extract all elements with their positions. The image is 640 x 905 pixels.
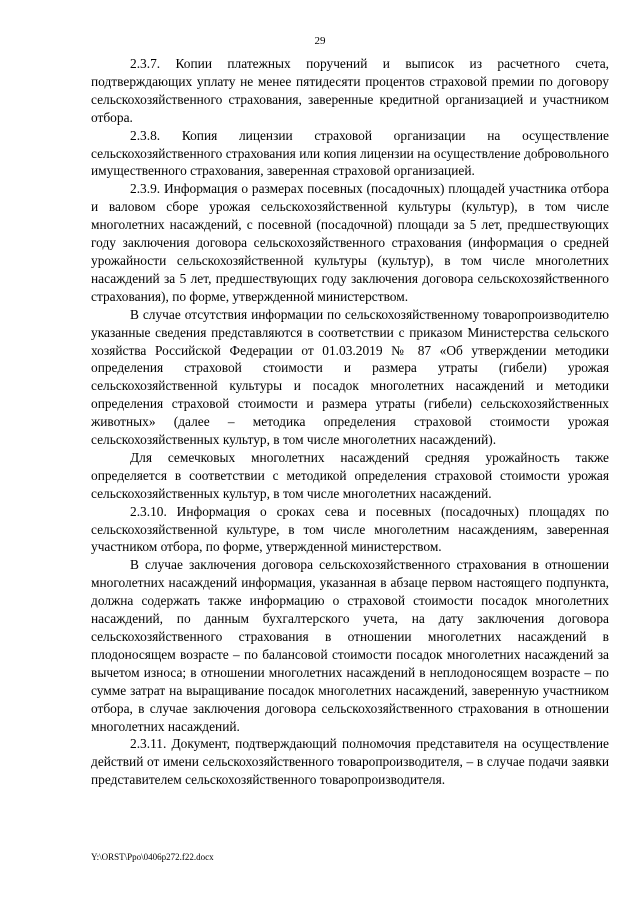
paragraph-perennial-plantings: В случае заключения договора сельскохозяйственного страхования в отношении многолетних насаждений информация, указанная в абзаце первом настоящего подпункта, должна содержать также информацию о страховой стоимости посадок многолетних насаждений, по данным бухгалтерского учета, на дату заключения договора сельскохозяйственного страхования в отношении многолетних насаждений в плодоносящем возрасте – по балансовой стоимости посадок многолетних насаждений за вычетом износа; в отношении многолетних насаждений в неплодоносящем возрасте – по сумме затрат на выращивание посадок многолетних насаждений, заверенную участником отбора, в случае заключения договора сельскохозяйственного страхования в отношении многолетних насаждений.	[91, 557, 609, 734]
paragraph-2-3-7: 2.3.7. Копии платежных поручений и выписок из расчетного счета, подтверждающих уплату не менее пятидесяти процентов страховой премии по договору сельскохозяйственного страхования, заверенные кредитной организацией и участником отбора.	[91, 56, 609, 125]
paragraph-absence-of-info: В случае отсутствия информации по сельскохозяйственному товаропроизводителю указанные сведения представляются в соответствии с приказом Министерства сельского хозяйства Российской Федерации от 01.03.2019 № 87 «Об утверждении методики определения страховой стоимости и размера утраты (гибели) урожая сельскохозяйственной культуры и посадок многолетних насаждений и методики определения страховой стоимости и размера утраты (гибели) сельскохозяйственных животных» (далее – методика определения страховой стоимости урожая сельскохозяйственных культур, в том числе многолетних насаждений).	[91, 306, 609, 448]
page-number: 29	[314, 35, 326, 47]
paragraph-2-3-8: 2.3.8. Копия лицензии страховой организации на осуществление сельскохозяйственного страхования или копия лицензии на осуществление добровольного имущественного страхования, заверенная страховой организацией.	[91, 127, 609, 179]
paragraph-2-3-11: 2.3.11. Документ, подтверждающий полномочия представителя на осуществление действий от имени сельскохозяйственного товаропроизводителя, – в случае подачи заявки представителем сельскохозяйственного товаропроизводителя.	[91, 736, 609, 788]
paragraph-2-3-10: 2.3.10. Информация о сроках сева и посевных (посадочных) площадях по сельскохозяйственной культуре, в том числе многолетним насаждениям, заверенная участником отбора, по форме, утвержденной министерством.	[91, 503, 609, 555]
document-body	[91, 55, 609, 789]
file-path-footer: Y:\ORST\Ppo\0406p272.f22.docx	[91, 852, 214, 862]
paragraph-pome-orchards: Для семечковых многолетних насаждений средняя урожайность также определяется в соответствии с методикой определения страховой стоимости урожая сельскохозяйственных культур, в том числе многолетних насаждений.	[91, 449, 609, 501]
paragraph-2-3-9: 2.3.9. Информация о размерах посевных (посадочных) площадей участника отбора и валовом сборе урожая сельскохозяйственной культуры (культур), в том числе многолетних насаждений, с посевной (посадочной) площади за 5 лет, предшествующих году заключения договора сельскохозяйственного страхования (информация о средней урожайности сельскохозяйственной культуры (культур), в том числе многолетних насаждений за 5 лет, предшествующих году заключения договора сельскохозяйственного страхования), по форме, утвержденной министерством.	[91, 181, 609, 304]
